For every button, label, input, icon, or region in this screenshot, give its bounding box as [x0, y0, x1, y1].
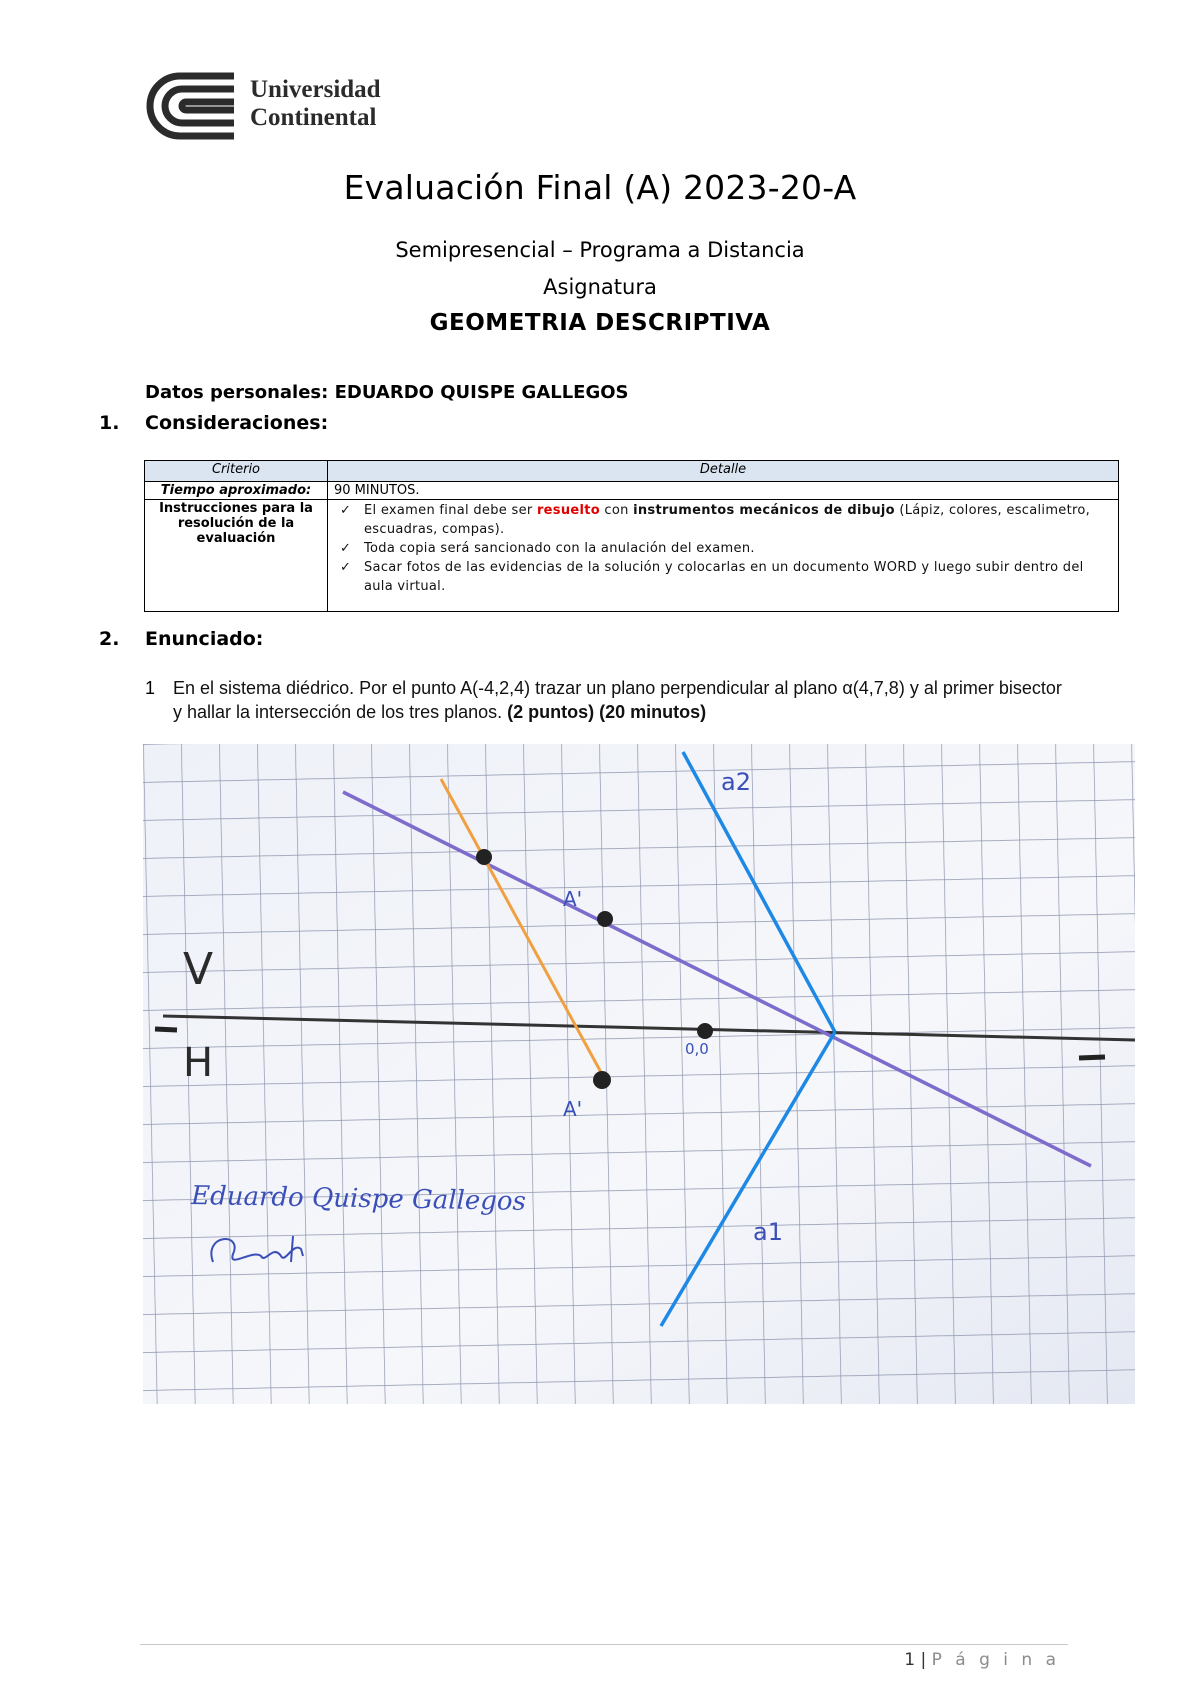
time-value: 90 MINUTOS. — [328, 482, 1119, 500]
page-number: 1 — [904, 1650, 916, 1670]
point-a-vertical — [597, 911, 613, 927]
instructions-label: Instrucciones para la resolución de la evaluación — [145, 500, 328, 612]
program-subtitle: Semipresencial – Programa a Distancia — [395, 238, 805, 262]
header-detalle: Detalle — [328, 461, 1119, 482]
label-a-bottom: A' — [563, 1097, 583, 1121]
logo-text-line2: Continental — [250, 104, 377, 131]
time-label: Tiempo aproximado: — [145, 482, 328, 500]
university-logo — [142, 70, 402, 140]
question-text — [173, 676, 1073, 724]
list-item: ✓ Sacar fotos de las evidencias de la solución y colocarlas en un documento WORD y luego subir dentro del aula virtual. — [364, 558, 1112, 596]
grid-paper — [143, 744, 1135, 1404]
label-a2: a2 — [721, 768, 751, 796]
section-label: Enunciado: — [145, 628, 264, 650]
header-criterio: Criterio — [145, 461, 328, 482]
label-a-top: A' — [563, 887, 583, 911]
label-a1: a1 — [753, 1218, 783, 1246]
item-text: El examen final debe ser — [364, 503, 537, 518]
list-item: ✓ Toda copia será sancionado con la anulación del examen. — [364, 539, 1112, 558]
list-item — [364, 501, 1112, 539]
personal-data: Datos personales: EDUARDO QUISPE GALLEGOS — [145, 382, 629, 403]
item-highlight: resuelto — [536, 503, 600, 518]
footer-divider — [140, 1644, 1068, 1645]
label-origin: 0,0 — [685, 1040, 709, 1058]
page-label: P á g i n a — [931, 1650, 1060, 1670]
criteria-table — [144, 460, 1119, 612]
document-title: Evaluación Final (A) 2023-20-A — [343, 168, 857, 207]
ground-mark-right — [1079, 1057, 1105, 1058]
logo-mark-icon — [142, 70, 242, 140]
table-row — [145, 482, 1119, 500]
section-label: Consideraciones: — [145, 412, 329, 434]
item-bold: instrumentos mecánicos de dibujo — [633, 503, 895, 518]
item-text: con — [600, 503, 634, 518]
ground-mark-left — [155, 1029, 177, 1030]
question-points: (2 puntos) (20 minutos) — [507, 702, 707, 722]
table-header-row — [145, 461, 1119, 482]
table-row — [145, 500, 1119, 612]
page-footer — [904, 1650, 1060, 1670]
point-top-left — [476, 849, 492, 865]
point-a-horizontal — [593, 1071, 611, 1089]
drawing-photo — [143, 744, 1135, 1404]
course-name: GEOMETRIA DESCRIPTIVA — [429, 310, 771, 336]
signature-name: Eduardo Quispe Gallegos — [190, 1181, 527, 1217]
label-h: H — [183, 1040, 214, 1086]
section-number: 1. — [99, 412, 120, 434]
subject-label: Asignatura — [543, 275, 657, 299]
logo-text-line1: Universidad — [250, 76, 381, 103]
section-number: 2. — [99, 628, 120, 650]
point-origin — [697, 1023, 713, 1039]
question-number: 1 — [145, 678, 156, 698]
footer-separator: | — [920, 1650, 927, 1670]
instructions-list — [334, 501, 1112, 596]
item-text: (Lápiz, colores, escalimetro, escuadras, compas). — [364, 503, 1091, 537]
label-v: V — [183, 944, 214, 995]
instructions-cell — [328, 500, 1119, 612]
question-body: En el sistema diédrico. Por el punto A(-4,2,4) trazar un plano perpendicular al plano α(4,7,8) y al primer bisector y hallar la intersección de los tres planos. — [173, 678, 1062, 722]
